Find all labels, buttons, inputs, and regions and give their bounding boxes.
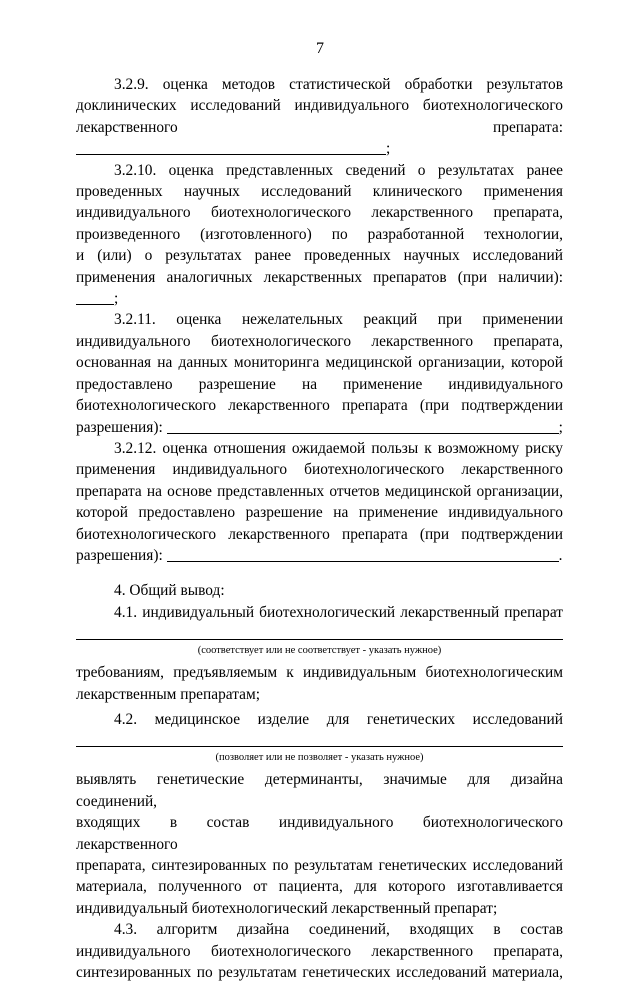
text-line: биотехнологического лекарственного препарата (при подтверждении bbox=[76, 397, 563, 415]
text-line: и (или) о результатах ранее проведенных научных исследований bbox=[76, 247, 563, 265]
fill-in-blank[interactable] bbox=[167, 546, 559, 562]
text-line: препарата на основе представленных отчетов медицинской организации, bbox=[76, 482, 563, 500]
text-line-with-blank bbox=[76, 545, 563, 566]
text-line: выявлять генетические детерминанты, значимые для дизайна соединений, bbox=[76, 771, 563, 810]
blank-prefix: применения аналогичных лекарственных препаратов (при наличии): bbox=[76, 268, 563, 286]
text-line-with-blank bbox=[76, 117, 563, 160]
page-number: 7 bbox=[316, 40, 324, 57]
text-line: 4.1. индивидуальный биотехнологический лекарственный препарат bbox=[114, 603, 563, 621]
text-line: биотехнологического лекарственного препарата (при подтверждении bbox=[76, 525, 563, 543]
text-line: препарата, синтезированных по результатам генетических исследований bbox=[76, 857, 563, 874]
blank-suffix: ; bbox=[386, 140, 391, 158]
text-line: индивидуальный биотехнологический лекарственный препарат; bbox=[76, 899, 498, 917]
blank-suffix: . bbox=[558, 546, 563, 564]
blank-prefix: разрешения): bbox=[76, 546, 163, 564]
document-body bbox=[76, 74, 563, 983]
text-line: материала, полученного от пациента, для которого изготавливается bbox=[76, 878, 563, 896]
text-line-with-blank bbox=[76, 417, 563, 438]
fill-in-blank[interactable] bbox=[76, 289, 114, 305]
text-line: произведенного (изготовленного) по разработанной технологии, bbox=[76, 225, 563, 243]
item-3-2-9 bbox=[76, 74, 563, 160]
item-4-1 bbox=[76, 602, 563, 705]
blank-prefix: лекарственного препарата: bbox=[76, 118, 563, 136]
blank-suffix: ; bbox=[114, 290, 119, 308]
text-line: индивидуального биотехнологического лекарственного препарата, bbox=[76, 942, 563, 960]
text-line: проведенных научных исследований клинического применения bbox=[76, 183, 563, 201]
text-line: 4.3. алгоритм дизайна соединений, входящих в состав bbox=[114, 921, 563, 939]
item-3-2-10 bbox=[76, 160, 563, 310]
text-line: которой предоставлено разрешение на применение индивидуального bbox=[76, 504, 563, 522]
text-line: лекарственным препаратам; bbox=[76, 685, 260, 703]
text-line: доклинических исследований индивидуального биотехнологического bbox=[76, 97, 563, 115]
fill-in-line[interactable] bbox=[76, 639, 563, 640]
text-line: входящих в состав индивидуального биотехнологического лекарственного bbox=[76, 814, 563, 853]
text-line: 3.2.10. оценка представленных сведений о результатах ранее bbox=[114, 161, 563, 179]
text-line-with-blank bbox=[76, 267, 563, 310]
item-4-3 bbox=[76, 919, 563, 983]
fill-in-line[interactable] bbox=[76, 746, 563, 747]
text-line: применения индивидуального биотехнологического лекарственного bbox=[76, 461, 563, 479]
field-caption: (соответствует или не соответствует - указать нужное) bbox=[197, 645, 442, 657]
text-line: 3.2.9. оценка методов статистической обработки результатов bbox=[114, 76, 563, 93]
text-line: синтезированных по результатам генетических исследований материала, bbox=[76, 964, 563, 982]
item-4-2 bbox=[76, 709, 563, 919]
fill-in-blank[interactable] bbox=[167, 418, 559, 434]
fill-in-blank[interactable] bbox=[76, 139, 386, 155]
item-3-2-12 bbox=[76, 438, 563, 566]
text-line: 3.2.12. оценка отношения ожидаемой пользы к возможному риску bbox=[114, 439, 563, 457]
text-line: основанная на данных мониторинга медицинской организации, которой bbox=[76, 354, 563, 372]
text-line: индивидуального биотехнологического лекарственного препарата, bbox=[76, 204, 563, 222]
text-line: требованиям, предъявляемым к индивидуальным биотехнологическим bbox=[76, 664, 563, 682]
blank-suffix: ; bbox=[558, 418, 563, 436]
text-line: индивидуального биотехнологического лекарственного препарата, bbox=[76, 332, 563, 350]
text-line: 3.2.11. оценка нежелательных реакций при применении bbox=[114, 311, 563, 329]
item-3-2-11 bbox=[76, 309, 563, 437]
text-line: предоставлено разрешение на применение индивидуального bbox=[76, 375, 563, 393]
text-line: 4.2. медицинское изделие для генетических исследований bbox=[114, 710, 563, 728]
section-heading: 4. Общий вывод: bbox=[114, 582, 225, 600]
blank-prefix: разрешения): bbox=[76, 418, 163, 436]
field-caption: (позволяет или не позволяет - указать нужное) bbox=[215, 752, 424, 764]
